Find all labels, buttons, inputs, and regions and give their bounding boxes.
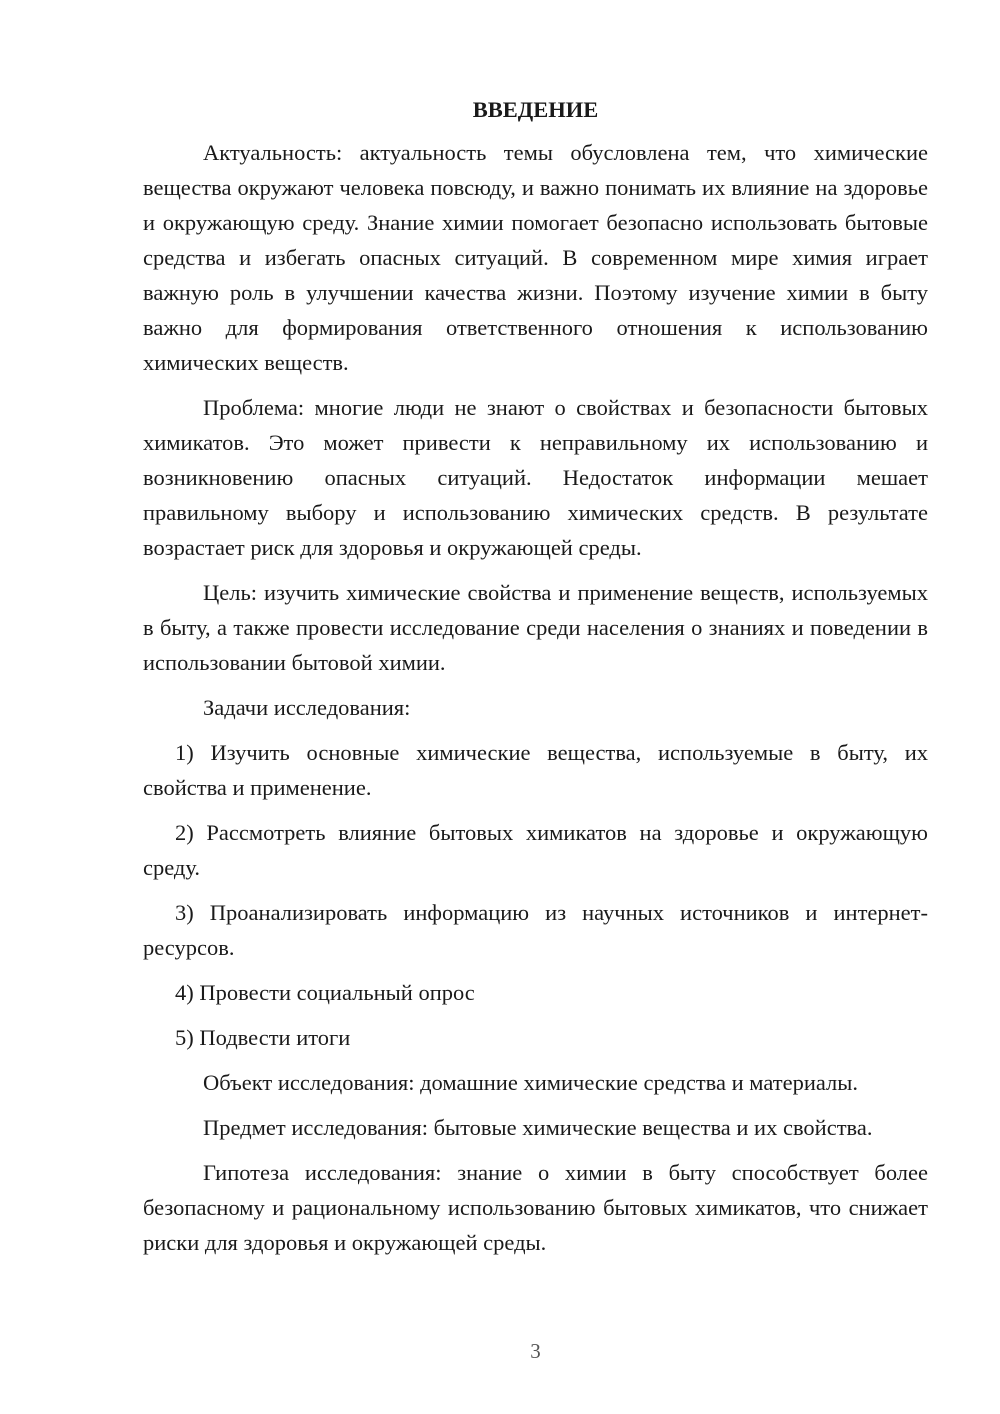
subject-paragraph: Предмет исследования: бытовые химические вещества и их свойства. xyxy=(203,1115,873,1140)
relevance-paragraph: Актуальность: актуальность темы обусловлена тем, что химические вещества окружают человека повсюду, и важно понимать их влияние на здоровье и окружающую среду. Знание химии помогает безопасно использовать бытовые средства и избегать опасных ситуаций. В современном мире химия играет важную роль в улучшении качества жизни. Поэтому изучение химии в быту важно для формирования ответственного отношения к использованию химических веществ. xyxy=(143,140,928,375)
task-item: 1) Изучить основные химические вещества, используемые в быту, их свойства и применение. xyxy=(143,740,928,800)
task-item: 4) Провести социальный опрос xyxy=(175,980,475,1005)
problem-paragraph: Проблема: многие люди не знают о свойствах и безопасности бытовых химикатов. Это может привести к неправильному их использованию и возникновению опасных ситуаций. Недостаток информации мешает правильному выбору и использованию химических средств. В результате возрастает риск для здоровья и окружающей среды. xyxy=(143,395,928,560)
page-number: 3 xyxy=(530,1339,541,1363)
object-paragraph: Объект исследования: домашние химические средства и материалы. xyxy=(203,1070,859,1095)
goal-paragraph: Цель: изучить химические свойства и применение веществ, используемых в быту, а также провести исследование среди населения о знаниях и поведении в использовании бытовой химии. xyxy=(143,580,928,675)
tasks-heading: Задачи исследования: xyxy=(203,695,411,720)
tasks-list xyxy=(143,735,928,1055)
page-title: ВВЕДЕНИЕ xyxy=(472,97,599,122)
task-item: 3) Проанализировать информацию из научных источников и интернет-ресурсов. xyxy=(143,900,928,960)
task-item: 2) Рассмотреть влияние бытовых химикатов на здоровье и окружающую среду. xyxy=(143,820,928,880)
task-item: 5) Подвести итоги xyxy=(175,1025,351,1050)
hypothesis-paragraph: Гипотеза исследования: знание о химии в быту способствует более безопасному и рациональному использованию бытовых химикатов, что снижает риски для здоровья и окружающей среды. xyxy=(143,1160,928,1255)
